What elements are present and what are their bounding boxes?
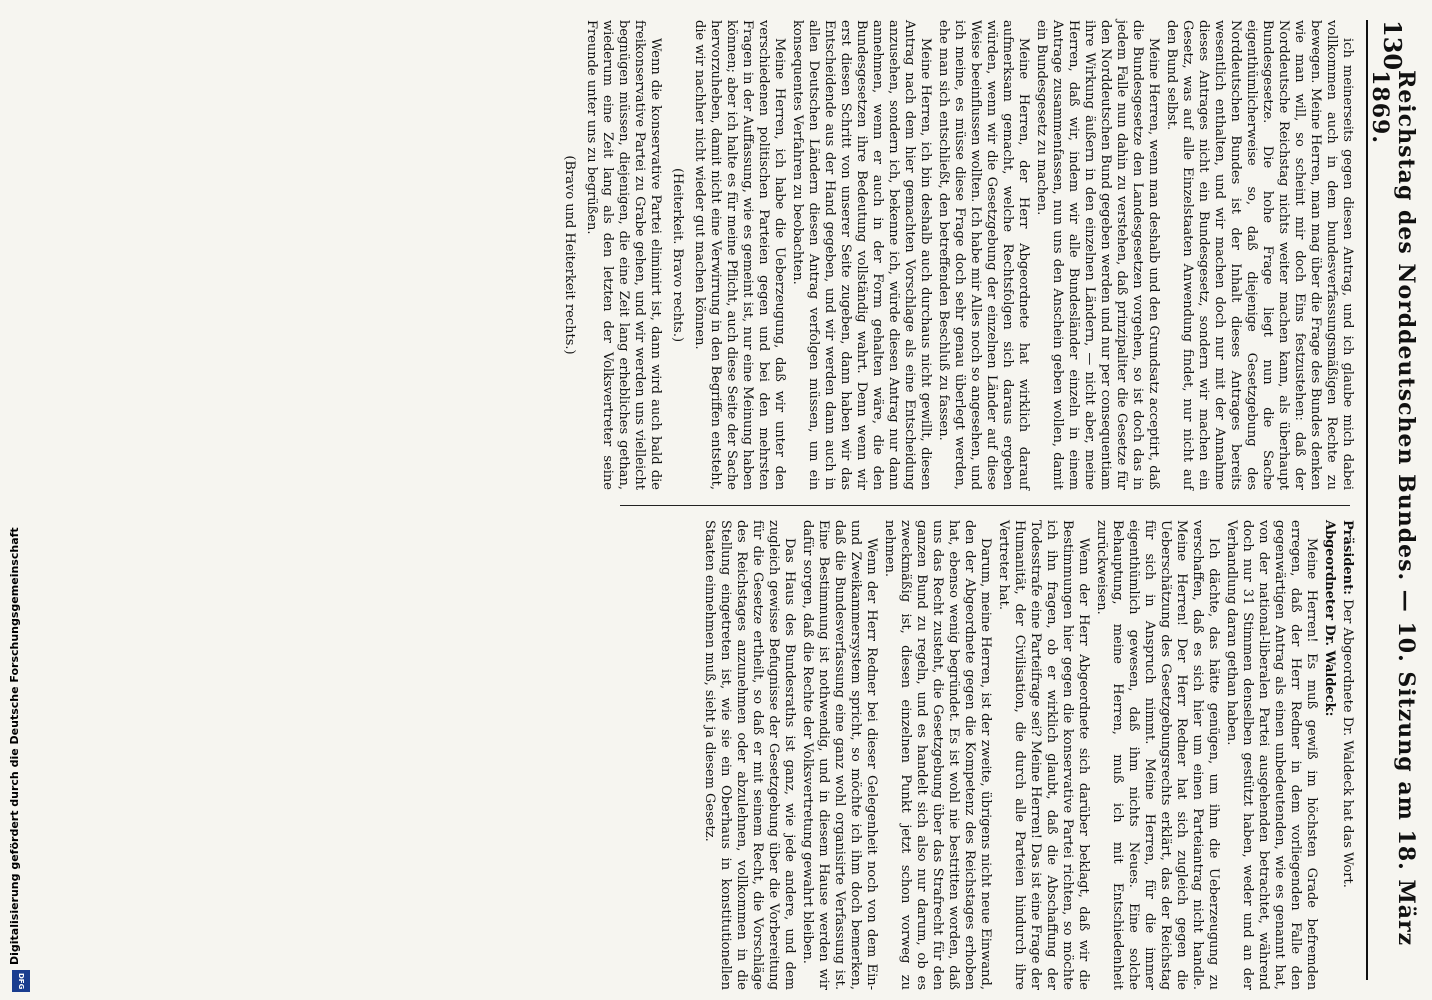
dfg-logo: DFG <box>12 970 30 992</box>
paragraph: Meine Herren! Es muß gewiß im höchsten Grade befremden erregen, daß der Herr Redner in dem vorliegenden Falle den gegenwärtigen Antrag als einen unbedeutenden, wie es genannt hat, von der national-liberalen Partei ausgehenden betrachtet, während doch nur 31 Stimmen denselben gestützt haben, weder und an der Verhandlung daran gethan haben. <box>1224 520 1319 990</box>
text-column-right <box>655 520 1355 990</box>
paragraph: Meine Herren, ich habe die Ueberzeugung, daß wir unter den verschiedenen politischen Parteien gegen und bei den mehrsten Fragen in der Auffassung, wie es gemeint ist, nur eine Meinung haben können; aber ich halte es für meine Pflicht, auch diese Seite der Sache hervorzuheben, damit nicht eine Verwirrung in den Begriffen entsteht, die wir nachher nicht wieder gut machen können. <box>692 20 787 490</box>
paragraph: ich meinerseits gegen diesen Antrag, und ich glaube mich dabei vollkommen auch in dem bundesverfassungsmäßigen Rechte zu bewegen. Meine Herren, man mag über die Frage des Bundes denken wie man will, so scheint mir doch Eins festzustehen: daß der Norddeutsche Reichstag nichts weiter machen kann, als überhaupt Bundesgesetze. Die hohe Frage liegt nun die Sache eigenthümlicherweise so, daß diejenige Gesetzgebung des Norddeutschen Bundes ist der Inhalt dieses Antrages bereits wesentlich enthalten, und wir machen doch nur mit der Annahme dieses Antrages nicht ein Bundesgesetz, sondern wir machen ein Gesetz, was auf alle Einzelstaaten Anwendung findet, nur nicht auf den Bund selbst. <box>1164 20 1355 490</box>
paragraph: Wenn die konservative Partei eliminirt ist, dann wird auch bald die freikonservative Partei zu Grabe gehen, und wir werden uns vielleicht begnügen müssen, diejenigen, die eine Zeit lang erhebliches gethan, wiederum eine Zeit lang als den letzten der Volksvertreter seine Freunde unter uns zu begrüßen. <box>584 20 663 490</box>
paragraph: Das Haus des Bundesraths ist ganz, wie jede andere, und dem zugleich gewisse Befugnisse der Gesetzgebung über die Vorbereitung für die Gesetze ertheilt, so daß er mit seinem Recht, die Vorschläge des Reichstages anzunehmen oder abzulehnen, vollkommen in die Stellung eingetreten ist, wie sie ein Oberhaus in konstitutionellen Staaten einnehmen muß, sieht ja diesem Gesetz. <box>702 520 797 990</box>
speaker-name: Präsident: <box>1340 520 1355 595</box>
speaker-text: Der Abgeordnete Dr. Waldeck hat das Wort. <box>1340 599 1355 888</box>
stage-direction: (Heiterkeit. Bravo rechts.) <box>670 167 685 343</box>
page-header <box>1366 20 1418 980</box>
speaker-line <box>1339 520 1355 990</box>
paragraph: Wenn der Herr Redner bei dieser Gelegenheit noch von dem Ein- und Zweikammersystem spricht, so möchte ich ihm doch bemerken, daß die Bundesverfassung eine ganz wohl organisirte Verfassung ist. Eine Bestimmung ist nothwendig, und in diesem Hause werden wir dafür sorgen, daß die Rechte der Volksvertretung gewahrt bleiben. <box>800 520 879 990</box>
paragraph: Meine Herren, ich bin deshalb auch durchaus nicht gewillt, diesen Antrag nach dem hier gemachten Vorschlage als eine Entscheidung anzusehen, sondern ich, bekenne ich, würde diesen Antrag nur dann annehmen, wenn er auch in der Form gehalten wäre, die den Bundesgesetzen ihre Bedeutung vollständig wahrt. Denn wenn wir erst diesen Schritt von unserer Seite zugeben, dann haben wir das Entscheidende aus der Hand gegeben, und wir werden dann auch in allen Deutschen Ländern diesen Antrag verfolgen müssen, um ein konsequentes Verfahren zu beobachten. <box>790 20 933 490</box>
text-column-left <box>562 20 1355 490</box>
paragraph: Meine Herren, der Herr Abgeordnete hat wirklich darauf aufmerksam gemacht, welche Rechtsfolgen sich daraus ergeben würden, wenn wir die Gesetzgebung der einzelnen Länder auf diese Weise beeinflussen wollten. Ich habe mir Alles noch so angesehen, und ich meine, es müsse diese Frage doch sehr genau überlegt werden, ehe man sich entschließt, den betreffenden Beschluß zu fassen. <box>936 20 1031 490</box>
page-number: 130 <box>1378 20 1408 71</box>
speaker-name: Abgeordneter Dr. Waldeck: <box>1322 520 1337 717</box>
column-divider <box>620 505 1350 506</box>
paragraph: Meine Herren, wenn man deshalb und den Grundsatz acceptirt, daß die Bundesgesetze den Landesgesetzen vorgehen, so ist doch das in jedem Falle nun dahin zu verstehen, daß prinzipaliter die Gesetze für den Norddeutschen Bund gegeben werden und nur per consequentiam ihre Wirkung äußern in den einzelnen Ländern, — nicht aber, meine Herren, daß wir, indem wir alle Bundesländer einzeln in einem Antrage zusammenfassen, nun uns den Anschein geben wollen, damit ein Bundesgesetz zu machen. <box>1034 20 1161 490</box>
speaker-line <box>1321 520 1337 990</box>
stage-direction: (Bravo und Heiterkeit rechts.) <box>562 155 577 355</box>
digitization-note: Digitalisierung gefördert durch die Deutsche Forschungsgemeinschaft <box>8 527 21 965</box>
paragraph: Ich dächte, das hätte genügen, um ihm die Ueberzeugung zu verschaffen, daß es sich hier um einen Parteiantrag nicht handle. Meine Herren! Der Herr Redner hat sich zugleich gegen die Ueberschätzung des Gesetzgebungsrechts erklärt, das der Reichstag für sich in Anspruch nimmt. Meine Herren, für die immer eigenthümlich gewesen, daß ihm nichts Neues. Eine solche Behauptung, meine Herren, muß ich mit Entschiedenheit zurückweisen. <box>1094 520 1221 990</box>
paragraph: Wenn der Herr Abgeordnete sich darüber beklagt, daß wir die Bestimmungen hier gegen die konservative Partei richten, so möchte ich ihn fragen, ob er wirklich glaubt, daß die Abschaffung der Todesstrafe eine Parteifrage sei? Meine Herren! Das ist eine Frage der Humanität, der Civilisation, die durch alle Parteien hindurch ihre Vertreter hat. <box>996 520 1091 990</box>
paragraph: Darum, meine Herren, ist der zweite, übrigens nicht neue Einwand, den der Abgeordnete gegen die Kompetenz des Reichstages erhoben hat, ebenso wenig begründet. Es ist wohl nie bestritten worden, daß uns das Recht zusteht, die Gesetzgebung über das Strafrecht für den ganzen Bund zu regeln, und es handelt sich also nur darum, ob es zweckmäßig ist, diesen einzelnen Punkt jetzt schon vorweg zu nehmen. <box>882 520 993 990</box>
running-head: Reichstag des Norddeutschen Bundes. — 10. Sitzung am 18. März 1869. <box>1367 70 1419 947</box>
